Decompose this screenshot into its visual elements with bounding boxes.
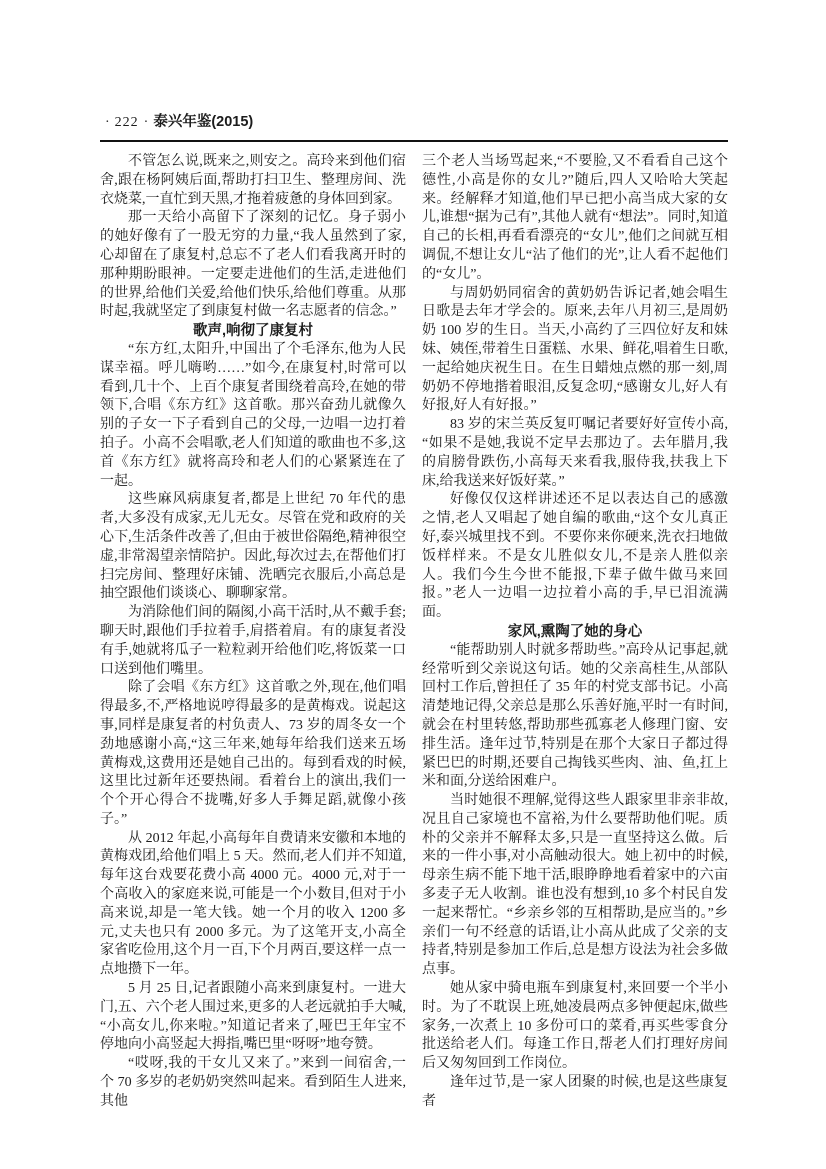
book-title: 泰兴年鉴(2015) (153, 114, 254, 130)
right-column (422, 153, 728, 1112)
page-number: 222 (114, 115, 139, 130)
paragraph: 她从家中骑电瓶车到康复村,来回要一个半小时。为了不耽误上班,她凌晨两点多钟便起床,做些家务,一次煮上 10 多份可口的菜肴,再买些零食分批送给老人们。每逢工作日,帮老人们打理好房间后又匆匆回到工作岗位。 (422, 981, 728, 1072)
paragraph: 83 岁的宋兰英反复叮嘱记者要好好宣传小高,“如果不是她,我说不定早去那边了。去年腊月,我的肩膀骨跌伤,小高每天来看我,服侍我,扶我上下床,给我送来好饭好菜。” (422, 417, 728, 489)
section-heading-family: 家风,熏陶了她的身心 (507, 623, 643, 640)
header-dot-right: · (143, 115, 149, 130)
header-dot-left: · (105, 115, 110, 130)
page-content (100, 112, 728, 1112)
paragraph: 这些麻风病康复者,都是上世纪 70 年代的患者,大多没有成家,无儿无女。尽管在党和政府的关心下,生活条件改善了,但由于被世俗隔绝,精神很空虚,非常渴望亲情陪护。因此,每次过去,在帮他们打扫完房间、整理好床铺、洗晒完衣服后,小高总是抽空跟他们谈谈心、聊聊家常。 (100, 492, 406, 602)
section-heading-song: 歌声,响彻了康复村 (192, 323, 314, 340)
header-rule (100, 140, 728, 142)
paragraph: 与周奶奶同宿舍的黄奶奶告诉记者,她会唱生日歌是去年才学会的。原来,去年八月初三,是周奶奶 100 岁的生日。当天,小高约了三四位好友和妹妹、姨侄,带着生日蛋糕、水果、鲜花,唱着生日歌,一起给她庆祝生日。在生日蜡烛点燃的那一刻,周奶奶不停地揩着眼泪,反复念叨,“感谢女儿,好人有好报,好人有好报。” (422, 285, 728, 414)
paragraph: 除了会唱《东方红》这首歌之外,现在,他们唱得最多,不,严格地说哼得最多的是黄梅戏。说起这事,同样是康复者的村负责人、73 岁的周冬女一个劲地感谢小高,“这三年来,她每年给我们送来五场黄梅戏,这费用还是她自己出的。每到看戏的时候,这里比过新年还要热闹。看着台上的演出,我们一个个开心得合不拢嘴,好多人手舞足蹈,就像小孩子。” (100, 680, 406, 827)
running-head (100, 112, 728, 133)
paragraph: “能帮助别人时就多帮助些。”高玲从记事起,就经常听到父亲说这句话。她的父亲高桂生,从部队回村工作后,曾担任了 35 年的村党支部书记。小高清楚地记得,父亲总是那么乐善好施,平时一有时间,就会在村里转悠,帮助那些孤寡老人修理门窗、安排生活。逢年过节,特别是在那个大家日子都过得紧巴巴的时期,还要自己掏钱买些肉、油、鱼,扛上米和面,分送给困难户。 (422, 642, 728, 790)
paragraph: 5 月 25 日,记者跟随小高来到康复村。一进大门,五、六个老人围过来,更多的人老远就拍手大喊,“小高女儿,你来啦。”知道记者来了,哑巴王年宝不停地向小高竖起大拇指,嘴巴里“呀呀”地夸赞。 (100, 981, 406, 1053)
paragraph: 逢年过节,是一家人团聚的时候,也是这些康复者 (422, 1075, 728, 1109)
paragraph: 为消除他们间的隔阂,小高干活时,从不戴手套;聊天时,跟他们手拉着手,肩搭着肩。有的康复者没有手,她就将瓜子一粒粒剥开给他们吃,将饭菜一口口送到他们嘴里。 (100, 605, 406, 677)
text-columns (100, 153, 728, 1112)
paragraph: “哎呀,我的干女儿又来了。”来到一间宿舍,一个 70 多岁的老奶奶突然叫起来。看到陌生人进来,其他 (100, 1056, 406, 1109)
paragraph: 从 2012 年起,小高每年自费请来安徽和本地的黄梅戏团,给他们唱上 5 天。然而,老人们并不知道,每年这台戏要花费小高 4000 元。4000 元,对于一个高收入的家庭来说,可能是一个小数目,但对于小高来说,却是一笔大钱。她一个月的收入 1200 多元,丈夫也只有 2000 多元。为了这笔开支,小高全家省吃俭用,这个月一百,下个月两百,要这样一点一点地攒下一年。 (100, 830, 406, 978)
paragraph: 好像仅仅这样讲述还不足以表达自己的感激之情,老人又唱起了她自编的歌曲,“这个女儿真正好,泰兴城里找不到。不要你来你硬来,洗衣扫地做饭样样来。不是女儿胜似女儿,不是亲人胜似亲人。我们今生今世不能报,下辈子做牛做马来回报。”老人一边唱一边拉着小高的手,早已泪流满面。 (422, 492, 728, 621)
paragraph: 那一天给小高留下了深刻的记忆。身子弱小的她好像有了一股无穷的力量,“我人虽然到了家,心却留在了康复村,总忘不了老人们看我离开时的那种期盼眼神。一定要走进他们的生活,走进他们的世界,给他们关爱,给他们快乐,给他们尊重。从那时起,我就坚定了到康复村做一名志愿者的信念。” (100, 210, 406, 320)
left-column (100, 153, 406, 1112)
paragraph-continued: 三个老人当场骂起来,“不要脸,又不看看自己这个德性,小高是你的女儿?”随后,四人又哈哈大笑起来。经解释才知道,他们早已把小高当成大家的女儿,谁想“据为己有”,其他人就有“想法”。同时,知道自己的长相,再看看漂亮的“女儿”,他们之间就互相调侃,不想让女儿“沾了他们的光”,让人看不起他们的“女儿”。 (422, 154, 728, 282)
paragraph: 当时她很不理解,觉得这些人跟家里非亲非故,况且自己家境也不富裕,为什么要帮助他们呢。质朴的父亲并不解释太多,只是一直坚持这么做。后来的一件小事,对小高触动很大。她上初中的时候,母亲生病不能下地干活,眼睁睁地看着家中的六亩多麦子无人收割。谁也没有想到,10 多个村民自发一起来帮忙。“乡亲乡邻的互相帮助,是应当的。”乡亲们一句不经意的话语,让小高从此成了父亲的支持者,特别是参加工作后,总是想方设法为社会多做点事。 (422, 793, 728, 978)
paragraph: 不管怎么说,既来之,则安之。高玲来到他们宿舍,跟在杨阿姨后面,帮助打扫卫生、整理房间、洗衣烧菜,一直忙到天黑,才拖着疲惫的身体回到家。 (100, 154, 406, 207)
paragraph: “东方红,太阳升,中国出了个毛泽东,他为人民谋幸福。呼儿嗨哟……”如今,在康复村,时常可以看到,几十个、上百个康复者围绕着高玲,在她的带领下,合唱《东方红》这首歌。那兴奋劲儿就像久别的子女一下子看到自己的父母,一边唱一边打着拍子。小高不会唱歌,老人们知道的歌曲也不多,这首《东方红》就将高玲和老人们的心紧紧连在了一起。 (100, 341, 406, 489)
